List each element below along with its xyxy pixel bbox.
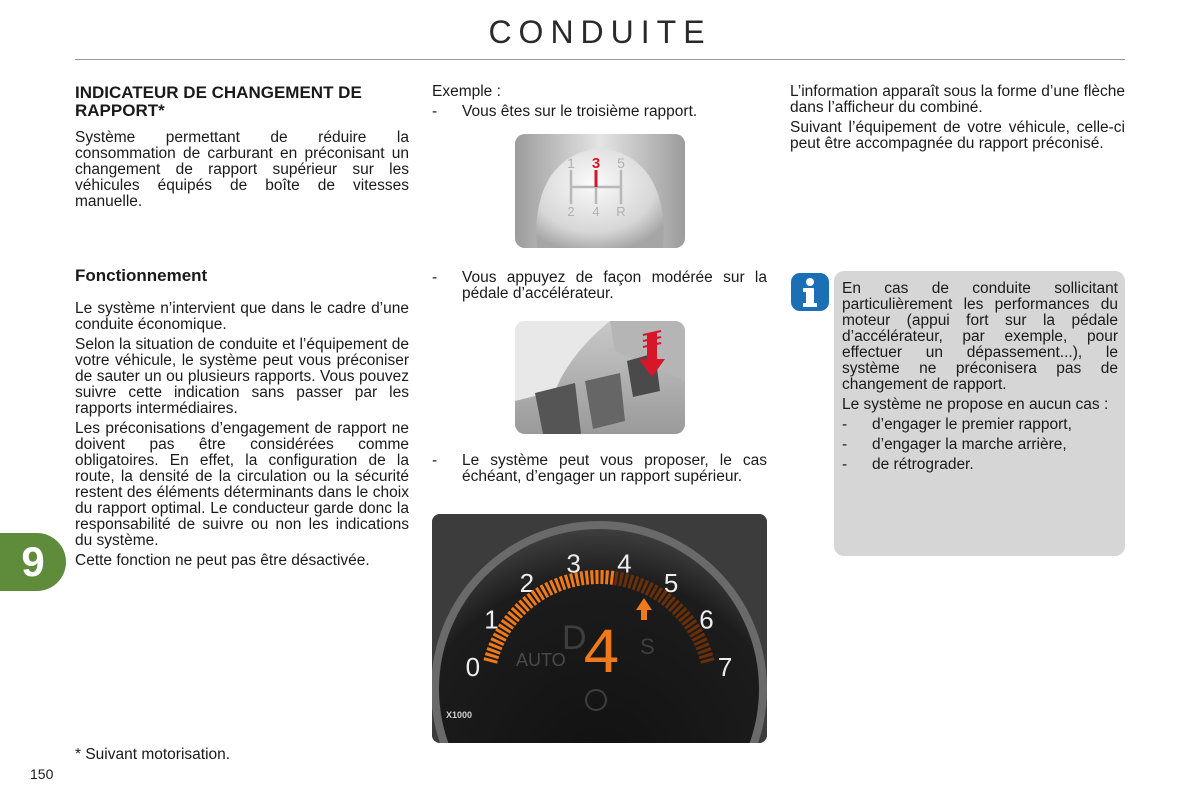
info-icon (791, 273, 829, 311)
auto-label: AUTO (516, 650, 566, 670)
paragraph-4: Cette fonction ne peut pas être désactivée. (75, 552, 370, 569)
list-item: - Vous appuyez de façon modérée sur la pédale d’accélérateur. (432, 269, 767, 302)
column-2-item-2 (432, 270, 767, 306)
info-paragraph-2: Le système ne propose en aucun cas : (842, 396, 1109, 413)
rpm-unit-label: X1000 (446, 710, 473, 720)
list-item: - d’engager la marche arrière, (842, 437, 1118, 453)
intro-paragraph: Système permettant de réduire la consommation de carburant en préconisant un changement de rapport supérieur sur les véhicules équipés de boîte de vitesses manuelle. (75, 129, 409, 210)
column-2 (432, 84, 767, 124)
header-rule (75, 59, 1125, 60)
example-label: Exemple : (432, 83, 501, 100)
gear-knob-illustration (515, 134, 685, 248)
column-2-item-3 (432, 453, 767, 489)
item-press-pedal: Vous appuyez de façon modérée sur la pédale d’accélérateur. (462, 269, 767, 302)
sport-label: S (640, 634, 655, 659)
list-item: - Vous êtes sur le troisième rapport. (432, 104, 767, 120)
item-upshift-suggestion: Le système peut vous proposer, le cas échéant, d’engager un rapport supérieur. (462, 452, 767, 485)
paragraph-2: Selon la situation de conduite et l’équipement de votre véhicule, le système peut vous préconiser de sauter un ou plusieurs rapports. Vous pouvez suivre cette indication sans passer par les rapports intermédiaires. (75, 336, 409, 417)
info-text (842, 281, 1118, 477)
paragraph-3: Les préconisations d’engagement de rapport ne doivent pas être considérées comme obligatoires. En effet, la configuration de la route, la densité de la circulation ou la sécurité restent des éléments déterminants dans le choix du rapport optimal. Le conducteur garde donc la responsabilité de suivre ou non les indications du système. (75, 420, 409, 549)
gear-number: 1 (567, 155, 575, 171)
rpm-scale-number: 5 (663, 568, 679, 599)
gear-number: R (616, 204, 626, 219)
section-heading: INDICATEUR DE CHANGEMENT DE RAPPORT* (75, 83, 362, 120)
rpm-scale-number: 3 (566, 548, 581, 579)
column-3 (790, 84, 1125, 156)
gear-number-active: 3 (591, 155, 601, 172)
footnote: * Suivant motorisation. (75, 746, 231, 763)
rpm-scale-number: 4 (617, 548, 632, 579)
rpm-scale-number: 2 (519, 568, 535, 599)
chapter-tab: 9 (0, 533, 66, 591)
info-paragraph-1: En cas de conduite sollicitant particulièrement les performances du moteur (appui fort sur la pédale d’accélérateur, par exemple, pour effectuer un dépassement...), le système ne préconisera pas de changement de rapport. (842, 280, 1118, 393)
gear-number: 4 (592, 204, 600, 219)
column-1 (75, 84, 409, 573)
subheading-fonctionnement: Fonctionnement (75, 266, 208, 285)
gear-number: 5 (617, 155, 625, 171)
instrument-cluster-illustration (432, 514, 767, 743)
info-item: d’engager le premier rapport, (872, 416, 1072, 433)
rpm-scale-number: 0 (465, 651, 481, 682)
gear-number: 2 (567, 204, 575, 219)
paragraph-1: Le système n’intervient que dans le cadre d’une conduite économique. (75, 300, 409, 333)
list-item: - Le système peut vous proposer, le cas échéant, d’engager un rapport supérieur. (432, 452, 767, 485)
drive-letter: D (562, 619, 587, 657)
pedal-illustration (515, 321, 685, 434)
recommended-gear-digit: 4 (582, 620, 621, 692)
col3-paragraph-1: L’information apparaît sous la forme d’une flèche dans l’afficheur du combiné. (790, 83, 1125, 116)
rpm-scale-number: 7 (717, 651, 733, 682)
page-title: CONDUITE (488, 14, 712, 50)
item-third-gear: Vous êtes sur le troisième rapport. (462, 103, 698, 120)
rpm-scale-number: 6 (699, 604, 714, 635)
list-item: - de rétrograder. (842, 457, 1118, 473)
info-item: de rétrograder. (872, 456, 974, 473)
col3-paragraph-2: Suivant l’équipement de votre véhicule, celle-ci peut être accompagnée du rapport préconisé. (790, 119, 1125, 152)
list-item: - d’engager le premier rapport, (842, 417, 1118, 433)
rpm-scale-number: 1 (484, 604, 499, 635)
page-number: 150 (30, 766, 54, 782)
info-item: d’engager la marche arrière, (872, 436, 1067, 453)
